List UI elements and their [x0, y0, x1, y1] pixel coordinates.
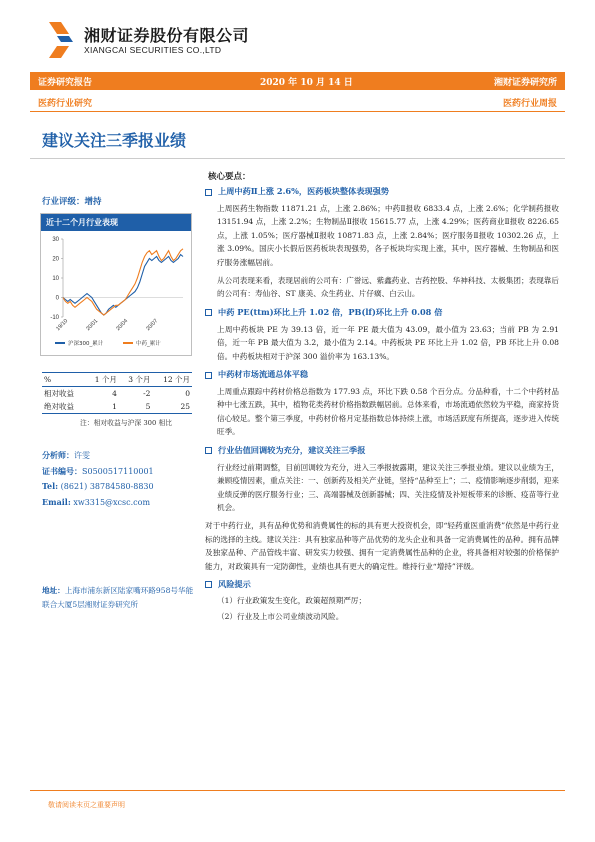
table-header-cell: %: [44, 375, 52, 384]
section-paragraph: 上周中药板块 PE 为 39.13 倍，近一年 PE 最大值为 43.09，最小值为 23.63；当前 PB 为 2.91 倍，近一年 PB 最大值为 3.2，最小值为 2.14。中药板块 PE 环比上升 1.02 倍，PB 环比上升 0.08 倍。中药板块相对于沪深 300 溢价率为 163.13%。: [217, 324, 559, 361]
title-divider: [30, 158, 565, 159]
table-cell: 5: [145, 402, 151, 411]
tel-label: Tel:: [42, 481, 59, 492]
main-content: [205, 186, 559, 624]
page-title: 建议关注三季报业绩: [42, 131, 187, 150]
risk-item: （2）行业及上市公司业绩波动风险。: [217, 612, 344, 622]
section-paragraph: 对于中药行业，具有品种优势和消费属性的标的具有更大投资机会，即“轻药重医重消费”依然是中药行业标的选择的主线。建议关注：具有独家品种等产品优势的龙头企业和具备一定消费属性的品种。拥有品牌及独家品种、产品管线丰富、研发实力较强、拥有一定消费属性品种的企业，将具备相对较强的价格保护能力，对政策具有一定防御性，业绩也具有更大的确定性。维持行业“增持”评级。: [205, 521, 559, 571]
risk-head: [205, 579, 559, 590]
table-cell: 0: [185, 389, 190, 398]
x-tick-label: 20/04: [115, 318, 130, 333]
table-cell: 4: [112, 389, 117, 398]
x-tick-label: 20/01: [85, 318, 100, 333]
address-label: 地址：: [42, 586, 65, 595]
table-header-cell: 3 个月: [128, 375, 151, 384]
performance-line-chart: [41, 231, 191, 353]
table-cell: 绝对收益: [44, 402, 74, 411]
section-title: 中药 PE(ttm)环比上升 1.02 倍，PB(lf)环比上升 0.08 倍: [218, 306, 443, 317]
performance-table: [42, 372, 192, 414]
footer-divider: [30, 790, 565, 791]
table-header-row: [42, 373, 192, 387]
bullet-square-icon: [205, 447, 212, 454]
section-title: 行业估值回调较为充分，建议关注三季报: [218, 444, 366, 455]
y-tick-label: 30: [52, 237, 59, 243]
company-logo: [47, 20, 77, 60]
analyst-label: 分析师：: [42, 450, 74, 460]
table-cell: 25: [180, 402, 190, 411]
section-title: 中药材市场流通总体平稳: [218, 369, 309, 380]
section-paragraph: 从公司表现来看，表现居前的公司有：广誉远、紫鑫药业、吉药控股、华神科技、太极集团；表现靠后的公司有：寿仙谷、ST 康美、众生药业、片仔癀、白云山。: [217, 276, 559, 299]
y-tick-label: 10: [52, 276, 59, 282]
email-row: [42, 495, 154, 511]
series-line: [63, 255, 183, 315]
y-tick-label: -10: [50, 315, 59, 321]
legend-label: 沪深300_累计: [68, 341, 104, 347]
address-block: [42, 584, 197, 611]
bullet-square-icon: [205, 189, 212, 196]
table-row: [42, 387, 192, 401]
legend-label: 中药_累计: [136, 341, 161, 347]
report-type: 证券研究报告: [38, 78, 93, 88]
section-head: [205, 369, 559, 380]
table-header-cell: 1 个月: [94, 375, 117, 384]
section-paragraph: 上周医药生物指数 11871.21 点，上涨 2.86%；中药Ⅱ报收 6833.4 点，上涨 2.6%；化学制药报收 13151.94 点，上涨 2.2%；生物制品Ⅱ报收 15615.77 点，上涨 4.29%；医药商业Ⅱ报收 8226.65 点，上涨 1.05%；医疗器械Ⅱ报收 10871.83 点，上涨 2.84%；医疗服务Ⅱ报收 10302.26 点，上涨 3.09%。国庆小长假后医药板块表现强势，各子板块均实现上涨，其中，医疗器械、生物制品和医疗服务涨幅居前。: [217, 204, 559, 267]
bullet-square-icon: [205, 581, 212, 588]
table-cell: -2: [143, 389, 151, 398]
table-cell: 1: [112, 402, 117, 411]
email-label: Email:: [42, 496, 71, 507]
section-head: [205, 186, 559, 197]
section-paragraph: 行业经过前期调整，目前回调较为充分，进入三季报披露期，建议关注三季报业绩。建议以业绩为王，兼顾疫情因素，重点关注：一、创新药及相关产业链，坚持“品种至上”；二、疫情影响逐步削弱，迎来业绩反弹的医疗服务行业；三、高端器械及创新器械；四、关注疫情及补短板带来的诊断、疫苗等行业机会。: [217, 462, 559, 512]
cert-label: 证书编号：: [42, 465, 82, 476]
chart-box-title: 近十二个月行业表现: [41, 214, 191, 231]
section-head: [205, 307, 559, 318]
bullet-square-icon: [205, 309, 212, 316]
x-tick-label: 20/07: [145, 318, 160, 333]
y-tick-label: 0: [55, 295, 59, 302]
analyst-name: 许雯: [74, 451, 90, 460]
cert-row: [42, 464, 154, 480]
y-tick-label: 20: [52, 256, 59, 263]
table-header-cell: 12 个月: [163, 375, 190, 384]
tel-value: (8621) 38784580-8830: [60, 482, 154, 492]
bullet-square-icon: [205, 372, 212, 379]
table-row: [42, 400, 192, 414]
institute-name: 湘财证券研究所: [493, 78, 557, 88]
logo-mark-icon: [47, 20, 77, 60]
company-name-cn: 湘财证券股份有限公司: [84, 26, 250, 45]
industry-rating: 行业评级：增持: [42, 197, 102, 207]
cert-value: S0500517110001: [82, 466, 154, 476]
section-paragraph: 上周重点跟踪中药材价格总指数为 177.93 点，环比下跌 0.58 个百分点。分品种看，十二个中药材品种中七涨五跌，其中，植物花类药材价格指数跌幅居前。总体来看，市场流通依然较为平稳，商家持货信心较足。整个第三季度，中药材价格月定基指数总体持续上涨，市场活跃度有所提高，逐步进入传统旺季。: [217, 387, 559, 437]
header-band-bottom: [30, 92, 565, 112]
industry-research-label: 医药行业研究: [38, 99, 93, 109]
analyst-info: [42, 448, 154, 510]
header-band-top: [30, 72, 565, 90]
risk-item: （1）行业政策发生变化，政策超预期严厉；: [217, 595, 367, 605]
report-date: 2020 年 10 月 14 日: [260, 78, 353, 88]
analyst-row: [42, 448, 154, 464]
footer-disclaimer[interactable]: 敬请阅读末页之重要声明: [48, 801, 125, 809]
section-head: [205, 445, 559, 456]
section-title: 上周中药Ⅱ上涨 2.6%，医药板块整体表现强势: [218, 186, 389, 196]
email-link[interactable]: xw3315@xcsc.com: [73, 497, 151, 507]
company-name-en: XIANGCAI SECURITIES CO.,LTD: [84, 45, 222, 55]
address-value: 上海市浦东新区陆家嘴环路958号华能联合大厦5层湘财证券研究所: [42, 586, 194, 609]
table-cell: 相对收益: [44, 389, 74, 398]
table-note: 注：相对收益与沪深 300 相比: [80, 419, 173, 427]
core-points-label: 核心要点：: [208, 172, 251, 182]
x-tick-label: 19/10: [55, 318, 70, 333]
risk-title: 风险提示: [218, 578, 251, 589]
series-line: [63, 249, 183, 315]
tel-row: [42, 479, 154, 495]
weekly-report-label: 医药行业周报: [502, 99, 557, 109]
performance-chart-box: [40, 213, 192, 356]
